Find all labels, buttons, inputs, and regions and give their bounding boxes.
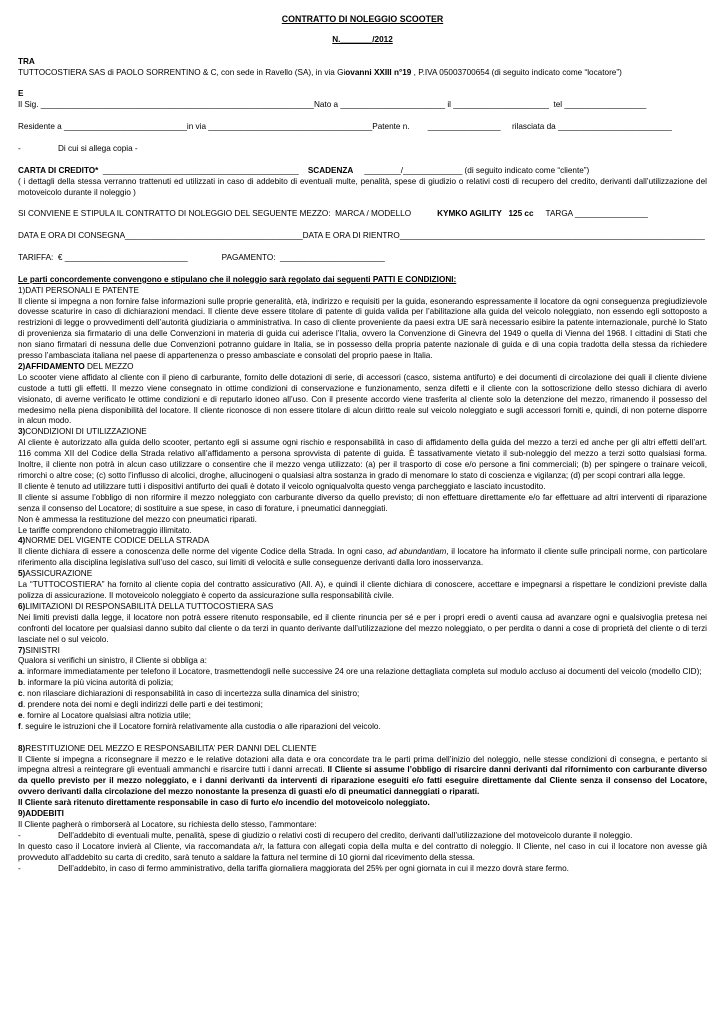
list-item: e. fornire al Locatore qualsiasi altra notizia utile; xyxy=(18,710,191,720)
document-title: CONTRATTO DI NOLEGGIO SCOOTER xyxy=(281,14,444,24)
section-2-heading: 2)AFFIDAMENTO DEL MEZZO xyxy=(18,361,134,371)
credit-card-line[interactable] xyxy=(18,166,707,177)
copy-attached-text: Di cui si allega copia - xyxy=(58,143,138,153)
e-label: E xyxy=(18,89,24,99)
section-9-heading: 9)ADDEBITI xyxy=(18,809,64,819)
section-8-text: Il Cliente si impegna a riconsegnare il mezzo e le relative dotazioni alla data e ora concordate tra le parti prima dell’inizio del noleggio, nelle stesse condizioni di consegna, e pertanto si impegna altresì a reintegrare gli eventuali ammanchi e risarcire tutti i danni arrecati. Il Cliente si assume l’obbligo di risarcire danni derivanti dal rifornimento con carburante diverso da quello previsto per il mezzo noleggiato, e i danni derivanti da interventi di riparazione eseguiti e/o fatti eseguire direttamente dal Cliente senza il consenso del Locatore, ovvero derivanti dalla circolazione del mezzo nonostante la presenza di guasti e/o di pneumatici danneggiati o riparati. xyxy=(18,754,707,797)
section-8-theft-note: Il Cliente sarà ritenuto direttamente responsabile in caso di furto e/o incendio del motoveicolo noleggiato. xyxy=(18,798,430,808)
section-4-heading: 4)NORME DEL VIGENTE CODICE DELLA STRADA xyxy=(18,536,210,546)
credit-card-label: CARTA DI CREDITO* xyxy=(18,165,101,175)
scadenza-field[interactable]: ________/_____________ xyxy=(364,165,463,175)
section-3-heading: 3)CONDIZIONI DI UTILIZZAZIONE xyxy=(18,427,147,437)
list-item: a. informare immediatamente per telefono il Locatore, trasmettendogli nelle successive 24 ore una relazione dettagliata completa sul modulo accluso ai documenti del veicolo (modello CID); xyxy=(18,667,702,677)
section-3-p4: Non è ammessa la restituzione del mezzo con pneumatici riparati. xyxy=(18,514,257,524)
list-item: d. prendere nota dei nomi e degli indirizzi delle parti e dei testimoni; xyxy=(18,700,263,710)
dash: - xyxy=(18,143,21,153)
tariff-line[interactable] xyxy=(18,253,707,264)
tra-label: TRA xyxy=(18,56,35,66)
list-item: - Dell’addebito di eventuali multe, penalità, spese di giudizio o relativi costi di recupero del credito, derivanti dall’utilizzazione del motoveicolo durante il noleggio. xyxy=(18,830,633,840)
section-3-p3: Il cliente si assume l’obbligo di non riformire il mezzo noleggiato con carburante diverso da quello previsto; di non effettuare direttamente e/o far effettuare ad altri interventi di riparazione senza il consenso del Locatore; di sostituire a sue spese, in caso di forature, i pneumatici danneggiati. xyxy=(18,492,707,513)
section-4-text: Il cliente dichiara di essere a conoscenza delle norme del vigente Codice della Strada. In ogni caso, ad abundantiam, il locatore ha informato il cliente sulle principali norme, con particolare riferimento alla disciplina legislativa sull’uso del casco, sui limiti di velocità e sulle conseguenze derivanti dalla loro inosservanza. xyxy=(18,547,707,568)
conditions-intro: Le parti concordemente convengono e stipulano che il noleggio sarà regolato dai seguenti PATTI E CONDIZIONI: xyxy=(18,274,457,284)
list-item: f. seguire le istruzioni che il Locatore fornirà relativamente alla custodia o alle riparazioni del veicolo. xyxy=(18,721,381,731)
scadenza-label: SCADENZA xyxy=(298,165,365,175)
section-7-intro: Qualora si verifichi un sinistro, il Cliente si obbliga a: xyxy=(18,656,207,666)
tariffa-field[interactable]: TARIFFA: € ___________________________ xyxy=(18,252,188,262)
section-6-text: Nei limiti previsti dalla legge, il locatore non potrà essere ritenuto responsabile, ed il cliente rinuncia per sé e per i propri eredi o aventi causa ad avanzare ogni e qualsivoglia pretesa nei confronti del locatore per qualsiasi danno subito dal cliente o da terzi in quanto derivante dall’utilizzazione del mezzo noleggiato, o per perdita o danni a cose di proprietà del cliente o di terzi lasciate nel o sul veicolo. xyxy=(18,612,707,644)
credit-card-note: ( i dettagli della stessa verranno trattenuti ed utilizzati in caso di addebito di eventuali multe, penalità, spese di giudizio o relativi costi di recupero del credito, derivanti dall’utilizzazione del motoveicolo durante il noleggio ) xyxy=(18,176,707,197)
vehicle-model: KYMKO AGILITY 125 cc xyxy=(437,209,534,219)
contract-number: N._______/2012 xyxy=(332,34,393,44)
section-3-p2: Il cliente è tenuto ad utilizzare tutti i dispositivi antifurto dei quali è dotato il veicolo ogniqualvolta questo venga parcheggiato e lasciato incustodito. xyxy=(18,481,546,491)
pagamento-field[interactable]: PAGAMENTO: _______________________ xyxy=(221,252,385,262)
section-5-text: La “TUTTOCOSTIERA” ha fornito al cliente copia del contratto assicurativo (All. A), e quindi il cliente dichiara di conoscere, accettare e impegnarsi a rispettare le condizioni previste dalla polizza di assicurazione. Il motoveicolo noleggiato è coperto da assicurazione sulla responsabilità civile. xyxy=(18,580,707,600)
locatore-text-b: ovanni XXIII n°19 xyxy=(345,67,412,77)
list-item: b. informare la più vicina autorità di polizia; xyxy=(18,678,174,688)
section-2-text: Lo scooter viene affidato al cliente con il pieno di carburante, fornito delle dotazioni di serie, di accessori (casco, sistema antifurto) e dei documenti di circolazione dei quali il cliente diviene custode a tutti gli effetti. Il mezzo viene consegnato in ottime condizioni di conservazione e funzionamento, senza difetti e il cliente con la sottoscrizione dello stesso dichiara di averlo visionato, di averne verificato le ottime condizioni e di reputarlo idoneo all’uso. Con il presente accordo viene trasferita al cliente solo la detenzione del mezzo, rimanendo il possesso del medesimo nella piena disponibilità del locatore. Il cliente riconosce di non essere titolare di alcun diritto reale sul veicolo noleggiato e sugli accessori forniti e, quindi, di non poterne disporre in alcun modo. xyxy=(18,372,707,426)
section-3-text: Al cliente è autorizzato alla guida dello scooter, pertanto egli si assume ogni rischio e responsabilità in caso di affidamento della guida del mezzo a terzi ed anche per gli altri effetti dell’art. 116 comma XII del Codice della Strada relativo all’affidamento a persona sprovvista di patente di guida. È tassativamente vietato il sub-noleggio del mezzo a terzi sotto qualsiasi forma. Inoltre, il cliente non potrà in alcun caso utilizzare o consentire che il mezzo venga utilizzato: (a) per il trasporto di cose e/o persone a fini commerciali; (b) per spingere o trainare veicoli, rimorchi o altre cose; (c) sotto l’influsso di alcolici, droghe, allucinogeni o qualsiasi altra sostanza in grado di menomare lo stato di coscienza e vigilanza; (d) per scopi contrari alla legge. xyxy=(18,438,707,481)
dates-line[interactable]: DATA E ORA DI CONSEGNA_______________________________________DATA E ORA DI RIENTRO___________________________________________________________________ xyxy=(18,231,705,241)
vehicle-label: SI CONVIENE E STIPULA IL CONTRATTO DI NOLEGGIO DEL SEGUENTE MEZZO: MARCA / MODELLO xyxy=(18,209,412,219)
section-9-continuation: In questo caso il Locatore invierà al Cliente, via raccomandata a/r, la fattura con allegati copia della multa e del contratto di noleggio. Il Cliente, nel caso in cui il locatore non avesse già provveduto all’addebito su carta di credito, sarà tenuto a saldare la fattura nel termine di 10 giorni dal ricevimento della stessa. xyxy=(18,841,707,862)
targa-field[interactable]: TARGA ________________ xyxy=(545,209,648,219)
section-7-heading: 7)SINISTRI xyxy=(18,645,60,655)
locatore-text-a: TUTTOCOSTIERA SAS di PAOLO SORRENTINO & C, con sede in Ravello (SA), in via Gi xyxy=(18,67,346,77)
copy-attached-line xyxy=(18,144,707,155)
section-5-heading: 5)ASSICURAZIONE xyxy=(18,569,93,579)
section-1-text: Il cliente si impegna a non fornire false informazioni sulle proprie generalità, età, indirizzo e requisiti per la guida, esonerando espressamente il locatore da ogni conseguenza pregiudizievole dovesse scaturire in caso di dichiarazioni mendaci. Il cliente deve essere titolare di patente di guida valida per l’abilitazione alla guida del veicolo noleggiato, non essendo egli sottoposto a restrizioni di legge o provvedimenti dell’autorità giudiziaria o amministrativa. In caso di cliente proveniente da paesi extra UE sarà necessario esibire la patente internazionale, purchè lo Stato di provenienza sia firmatario di una delle Convenzioni in materia di guida cui aderisce l’Italia, ovvero la Convenzione di Ginevra del 1949 o quella di Vienna del 1968. I cittadini di Stati che non siano firmatari di nessuna delle due Convenzioni potranno guidare in Italia, se in possesso della propria patente nazionale di guida e di una copia tradotta della stessa da richiedere presso l’ambasciata italiana nel paese di appartenenza o presso ambasciate e consolati del proprio paese in Italia. xyxy=(18,296,707,361)
section-3-p5: Le tariffe comprendono chilometraggio illimitato. xyxy=(18,525,192,535)
client-name-line[interactable]: Il Sig. ____________________________________________________________Nato a _______________________ il _____________________ tel __________________ xyxy=(18,100,647,110)
locatore-text-c: , P.IVA 05003700654 (di seguito indicato come “locatore”) xyxy=(411,67,622,77)
locatore-info xyxy=(18,68,707,79)
list-item: c. non rilasciare dichiarazioni di responsabilità in caso di incertezza sulla dinamica del sinistro; xyxy=(18,689,360,699)
cliente-note: (di seguito indicato come “cliente”) xyxy=(462,165,590,175)
section-8-heading: 8)RESTITUZIONE DEL MEZZO E RESPONSABILITA’ PER DANNI DEL CLIENTE xyxy=(18,743,317,753)
credit-card-field[interactable]: ___________________________________________ xyxy=(100,165,299,175)
section-9-intro: Il Cliente pagherà o rimborserà al Locatore, su richiesta dello stesso, l’ammontare: xyxy=(18,820,317,829)
section-1-heading: 1)DATI PERSONALI E PATENTE xyxy=(18,285,140,295)
list-item: - Dell’addebito, in caso di fermo amministrativo, della tariffa giornaliera maggiorata del 25% per ogni giornata in cui il mezzo dovrà stare fermo. xyxy=(18,863,569,873)
client-residence-line[interactable]: Residente a ___________________________in via ____________________________________Patente n. ________________ rilasciata da _________________________ xyxy=(18,122,672,132)
vehicle-line xyxy=(18,209,707,220)
section-6-heading: 6)LIMITAZIONI DI RESPONSABILITÀ DELLA TUTTOCOSTIERA SAS xyxy=(18,601,274,611)
